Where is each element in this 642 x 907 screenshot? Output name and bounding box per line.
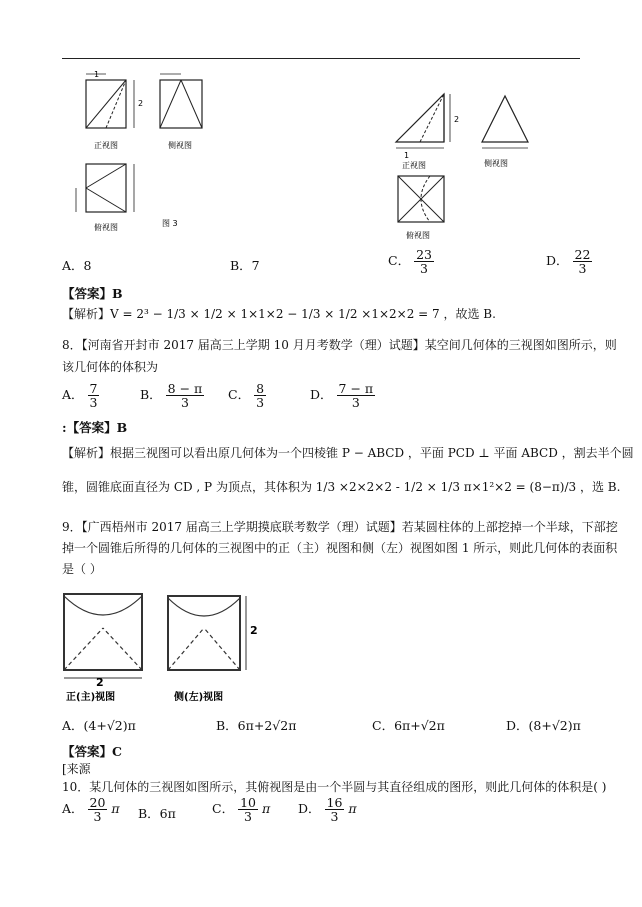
q7-choice-d	[546, 248, 592, 275]
header-rule	[62, 58, 580, 59]
q7-left-fig-label: 图 3	[162, 219, 178, 228]
q8-choice-a-den: 3	[89, 395, 98, 411]
q8-choice-c-prefix: C．	[228, 387, 251, 403]
q10-choice-a-fraction	[88, 796, 108, 823]
q10-choice-b: B．6π	[138, 806, 176, 821]
q8-choice-d	[310, 382, 375, 409]
q8-answer: :【答案】B	[62, 420, 128, 435]
q7-choice-d-prefix: D．	[546, 253, 569, 269]
q8-choice-d-fraction	[337, 382, 376, 409]
q7-right-dim-1: 1	[404, 151, 410, 160]
q9-choice-c: C．6π+√2π	[372, 718, 445, 733]
q10-choice-c-prefix: C．	[212, 801, 235, 817]
q10-choice-d-prefix: D．	[298, 801, 321, 817]
q7-choice-b: B．7	[230, 258, 260, 273]
q7-choice-c-fraction	[414, 248, 434, 275]
q7-choice-c-prefix: C．	[388, 253, 411, 269]
q8-choice-d-den: 3	[351, 395, 360, 411]
q10-choice-c-num: 10	[240, 795, 256, 810]
q10-choice-c-fraction	[238, 796, 258, 823]
q7-choice-c-den: 3	[420, 261, 428, 277]
q9-front-label: 正(主)视图	[66, 692, 116, 703]
q8-analysis-line-1: 【解析】根据三视图可以看出原几何体为一个四棱锥 P − ABCD ，平面 PCD ⊥ 平面 ABCD ，割去半个圆	[62, 446, 634, 460]
q7-choice-c-num: 23	[416, 247, 432, 262]
q7-left-side-label: 侧视图	[168, 141, 192, 150]
q8-stem-line-1: 8．【河南省开封市 2017 届高三上学期 10 月月考数学（理）试题】某空间几何体的三视图如图所示，则	[62, 338, 617, 352]
q10-choice-a-prefix: A．	[62, 801, 84, 817]
q8-choice-c-den: 3	[256, 395, 265, 411]
q8-analysis-line-2: 锥，圆锥底面直径为 CD , P 为顶点，其体积为 1/3 ×2×2×2 - 1/2 × 1/3 π×1²×2 = (8−π)/3 ，选 B.	[62, 480, 621, 494]
q8-choice-d-prefix: D．	[310, 387, 333, 403]
q8-choice-a-fraction	[88, 382, 100, 409]
q8-choice-c	[228, 382, 266, 409]
q7-right-top-label: 俯视图	[406, 231, 430, 240]
q7-right-front-label: 正视图	[402, 161, 426, 170]
q7-choice-d-num: 22	[574, 247, 591, 262]
q7-left-top-label: 俯视图	[94, 223, 118, 232]
q9-choice-d: D．(8+√2)π	[506, 718, 581, 733]
q7-left-dim-2: 2	[138, 99, 144, 108]
q7-right-side-label: 侧视图	[484, 159, 508, 168]
q8-choice-b-prefix: B．	[140, 387, 162, 403]
q8-choice-b-den: 3	[180, 395, 189, 411]
q9-stem-line-1: 9．【广西梧州市 2017 届高三上学期摸底联考数学（理）试题】若某圆柱体的上部挖掉一个半球，下部挖	[62, 520, 618, 534]
q8-choice-d-num: 7 − π	[338, 381, 374, 396]
q7-choice-d-den: 3	[578, 261, 587, 277]
q10-choice-c-den: 3	[244, 809, 252, 825]
q10-choice-d-fraction	[325, 796, 345, 823]
q7-choice-a: A．8	[62, 258, 92, 273]
q7-choice-d-fraction	[573, 248, 593, 275]
q10-choice-d	[298, 796, 357, 823]
q10-choice-d-num: 16	[326, 795, 343, 810]
q8-choice-c-fraction	[254, 382, 266, 409]
q7-left-front-label: 正视图	[94, 141, 118, 150]
q9-views-figure	[56, 588, 266, 710]
q10-stem: 10．某几何体的三视图如图所示，其俯视图是由一个半圆与其直径组成的图形，则此几何体的体积是( )	[62, 780, 607, 794]
q10-choice-a-suffix: π	[111, 801, 120, 817]
q8-choice-b-num: 8 − π	[167, 381, 203, 396]
q8-choice-b-fraction	[166, 382, 205, 409]
q8-choice-a-num: 7	[89, 381, 98, 396]
q8-stem-line-2: 该几何体的体积为	[62, 360, 159, 374]
q8-choice-a	[62, 382, 99, 409]
q10-choice-d-den: 3	[330, 809, 339, 825]
q9-dim-width: 2	[96, 676, 104, 689]
q10-choice-a-den: 3	[93, 809, 102, 825]
q7-answer: 【答案】B	[62, 286, 123, 301]
q10-choice-c	[212, 796, 270, 823]
q9-answer: 【答案】C	[62, 744, 122, 759]
q10-choice-a	[62, 796, 120, 823]
q7-right-three-views-figure	[390, 88, 540, 250]
q9-stem-line-2: 掉一个圆锥后所得的几何体的三视图中的正（主）视图和侧（左）视图如图 1 所示，则此几何体的表面积	[62, 541, 618, 555]
q8-choice-b	[140, 382, 204, 409]
q7-right-dim-2: 2	[454, 115, 460, 124]
q8-choice-c-num: 8	[256, 381, 265, 396]
q9-stem-line-3: 是（ ）	[62, 562, 102, 576]
q8-choice-a-prefix: A．	[62, 387, 84, 403]
q9-choice-b: B．6π+2√2π	[216, 718, 297, 733]
q10-choice-c-suffix: π	[261, 801, 271, 817]
q7-left-three-views-figure	[70, 66, 220, 234]
q9-choice-a: A．(4+√2)π	[62, 718, 136, 733]
q9-side-label: 侧(左)视图	[174, 692, 224, 703]
q10-choice-d-suffix: π	[348, 801, 357, 817]
q7-analysis: 【解析】V = 2³ − 1/3 × 1/2 × 1×1×2 − 1/3 × 1/2 ×1×2×2 = 7 ，故选 B.	[62, 307, 496, 321]
q7-choice-c	[388, 248, 434, 275]
q9-source: [来源	[62, 762, 91, 776]
q7-left-dim-1: 1	[94, 70, 100, 79]
q10-choice-a-num: 20	[89, 795, 106, 810]
q9-dim-height: 2	[250, 624, 258, 637]
